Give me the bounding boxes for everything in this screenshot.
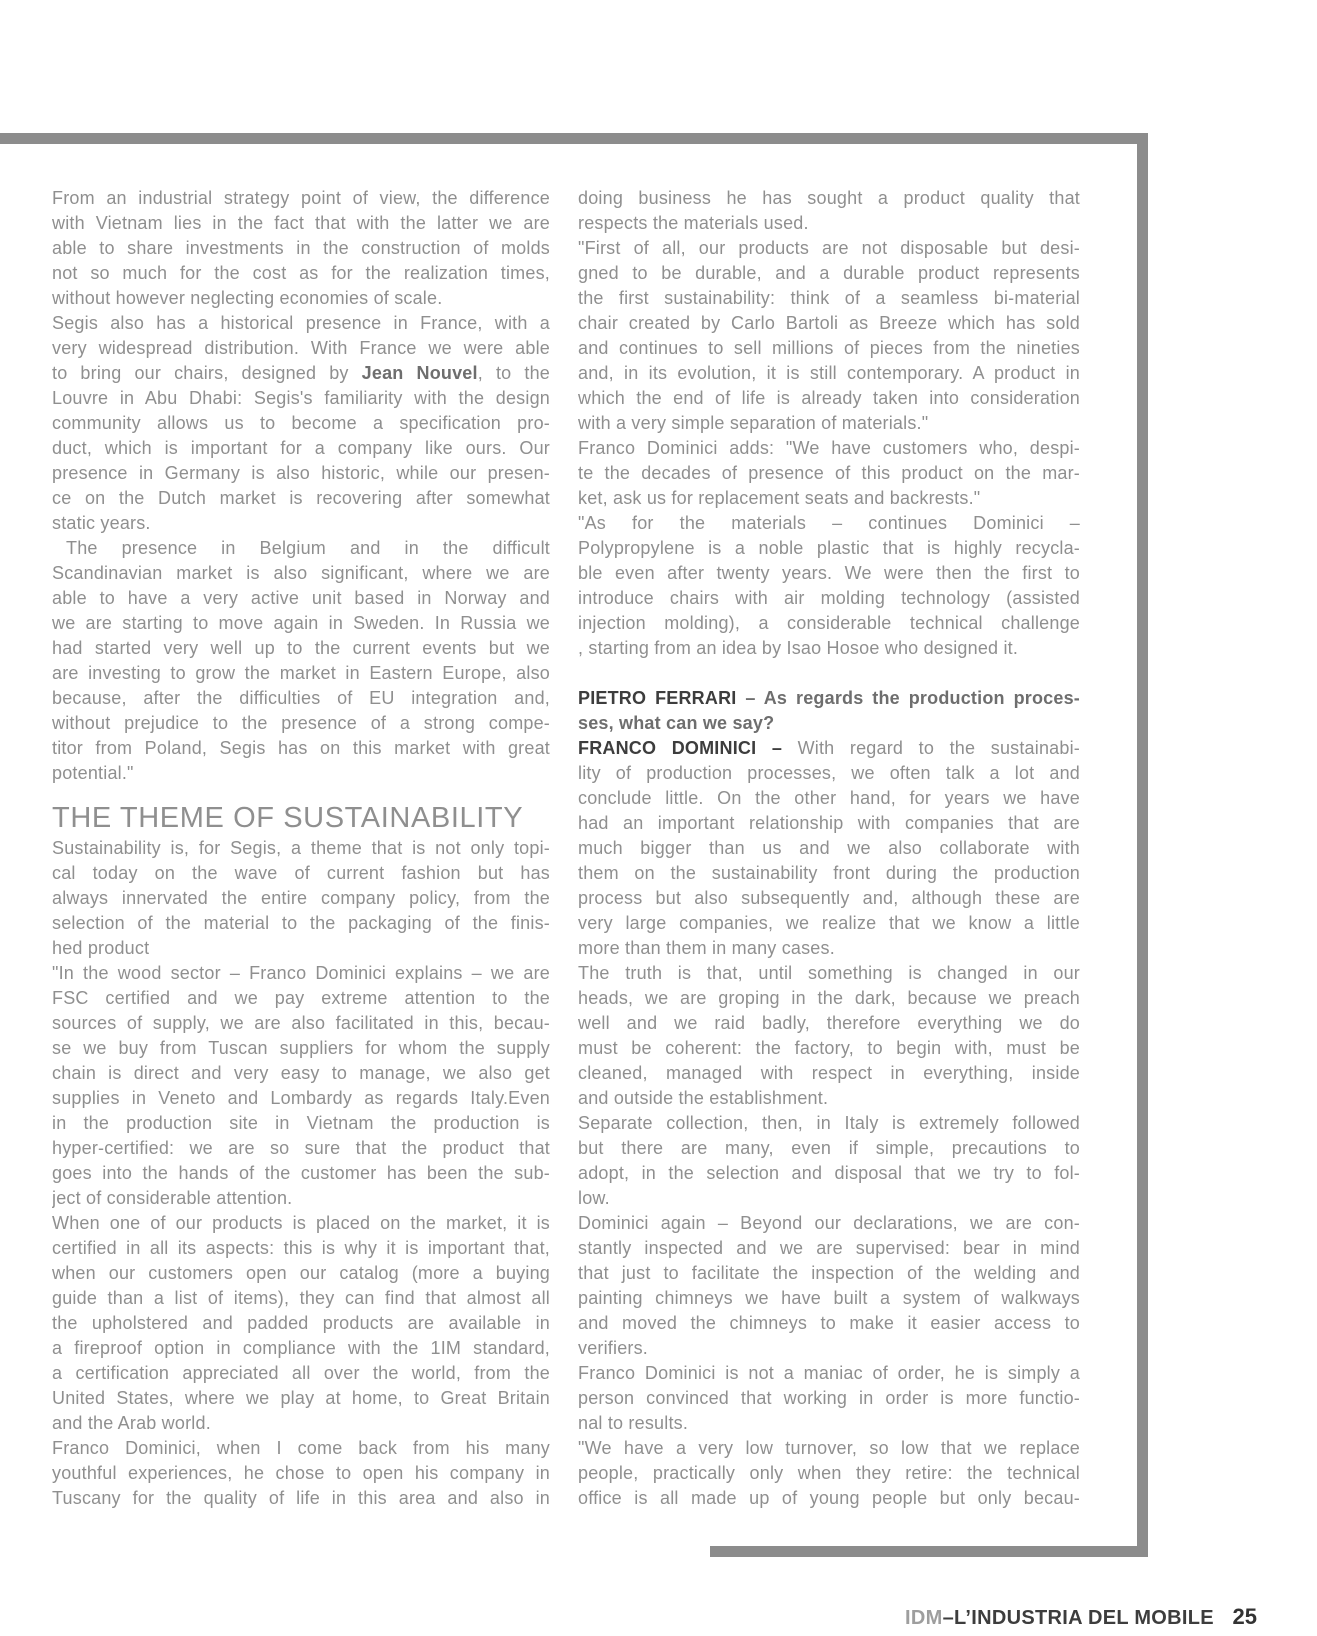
magazine-abbr: IDM (905, 1607, 943, 1629)
text-line: United States, where we play at home, to Great Britain (52, 1388, 550, 1408)
text-line: presence in Germany is also historic, while our presen- (52, 463, 550, 483)
text-line: not so much for the cost as for the realization times, (52, 263, 550, 283)
text-line: The truth is that, until something is changed in our (578, 963, 1080, 983)
text-line (578, 686, 1080, 711)
text-line: static years. (52, 513, 151, 533)
speaker-name: PIETRO FERRARI (578, 688, 737, 708)
text-line: verifiers. (578, 1338, 649, 1358)
text-line: able to share investments in the construction of molds (52, 238, 550, 258)
text-line: process but also subsequently and, although these are (578, 888, 1080, 908)
text-line: When one of our products is placed on the market, it is (52, 1213, 550, 1233)
text-line: From an industrial strategy point of view, the difference (52, 188, 550, 208)
text-line: The presence in Belgium and in the difficult (66, 538, 550, 558)
text-line: Franco Dominici is not a maniac of order, he is simply a (578, 1363, 1080, 1383)
text-line: selection of the material to the packaging of the finis- (52, 913, 550, 933)
text-line: cal today on the wave of current fashion but has (52, 863, 550, 883)
text-line (52, 361, 550, 386)
article-right-column (578, 186, 1080, 1511)
text-line: a fireproof option in compliance with the 1IM standard, (52, 1338, 550, 1358)
text-line: sources of supply, we are also facilitated in this, becau- (52, 1013, 550, 1033)
text-line: with Vietnam lies in the fact that with the latter we are (52, 213, 550, 233)
text-line: guide than a list of items), they can find that almost all (52, 1288, 550, 1308)
text-line: doing business he has sought a product quality that (578, 188, 1080, 208)
text-segment: Jean Nouvel (361, 363, 478, 383)
text-line: Louvre in Abu Dhabi: Segis's familiarity with the design (52, 388, 550, 408)
text-line (578, 711, 1080, 736)
text-line: low. (578, 1188, 610, 1208)
text-line: gned to be durable, and a durable product represents (578, 263, 1080, 283)
text-line: and the Arab world. (52, 1413, 211, 1433)
text-line: able to have a very active unit based in Norway and (52, 588, 550, 608)
text-line: ble even after twenty years. We were then the first to (578, 563, 1080, 583)
section-heading: THE THEME OF SUSTAINABILITY (52, 802, 524, 834)
text-line: Separate collection, then, in Italy is extremely followed (578, 1113, 1080, 1133)
text-line: people, practically only when they retire: the technical (578, 1463, 1080, 1483)
text-line: lity of production processes, we often talk a lot and (578, 763, 1080, 783)
text-line: in the production site in Vietnam the production is (52, 1113, 550, 1133)
text-line: which the end of life is already taken into consideration (578, 388, 1080, 408)
text-segment: – As regards the production proces- (736, 688, 1080, 708)
text-line: well and we raid badly, therefore everything we do (578, 1013, 1080, 1033)
text-line: "As for the materials – continues Dominici – (578, 513, 1080, 533)
text-line: with a very simple separation of materials." (578, 413, 929, 433)
page-footer (905, 1604, 1257, 1630)
text-line: ject of considerable attention. (52, 1188, 293, 1208)
text-line: without however neglecting economies of scale. (52, 288, 443, 308)
page-frame-bottom (710, 1546, 1148, 1557)
article-left-column (52, 186, 550, 1511)
text-line: FSC certified and we pay extreme attention to the (52, 988, 550, 1008)
magazine-name: –L’INDUSTRIA DEL MOBILE (942, 1607, 1214, 1629)
text-line: certified in all its aspects: this is why it is important that, (52, 1238, 550, 1258)
text-line: and, in its evolution, it is still contemporary. A product in (578, 363, 1080, 383)
text-line: person convinced that working in order is more functio- (578, 1388, 1080, 1408)
text-line: painting chimneys we have built a system of walkways (578, 1288, 1080, 1308)
page-frame-top (0, 133, 1148, 144)
text-line: heads, we are groping in the dark, because we preach (578, 988, 1080, 1008)
text-segment: With regard to the sustainabi- (797, 738, 1080, 758)
text-line: Franco Dominici, when I come back from his many (52, 1438, 550, 1458)
text-line: Tuscany for the quality of life in this area and also in (52, 1488, 550, 1508)
text-line: them on the sustainability front during the production (578, 863, 1080, 883)
text-line: are investing to grow the market in Eastern Europe, also (52, 663, 550, 683)
text-line: "In the wood sector – Franco Dominici explains – we are (52, 963, 550, 983)
text-line: when our customers open our catalog (more a buying (52, 1263, 550, 1283)
text-line: hyper-certified: we are so sure that the product that (52, 1138, 550, 1158)
text-line: introduce chairs with air molding technology (assisted (578, 588, 1080, 608)
text-line: cleaned, managed with respect in everything, inside (578, 1063, 1080, 1083)
text-line: ce on the Dutch market is recovering after somewhat (52, 488, 550, 508)
text-line: without prejudice to the presence of a strong compe- (52, 713, 550, 733)
speaker-name: FRANCO DOMINICI – (578, 738, 798, 758)
text-line: and continues to sell millions of pieces from the nineties (578, 338, 1080, 358)
text-line: chain is direct and very easy to manage, we also get (52, 1063, 550, 1083)
text-line: hed product (52, 938, 150, 958)
text-line: Sustainability is, for Segis, a theme that is not only topi- (52, 838, 550, 858)
text-line: had started very well up to the current events but we (52, 638, 550, 658)
magazine-title (905, 1607, 1214, 1630)
text-line: always innervated the entire company policy, from the (52, 888, 550, 908)
text-line: Polypropylene is a noble plastic that is highly recycla- (578, 538, 1080, 558)
text-segment: , to the (477, 363, 550, 383)
text-line: youthful experiences, he chose to open his company in (52, 1463, 550, 1483)
text-line: the first sustainability: think of a seamless bi-material (578, 288, 1080, 308)
text-line: Segis also has a historical presence in France, with a (52, 313, 550, 333)
text-line: we are starting to move again in Sweden. In Russia we (52, 613, 550, 633)
text-line (578, 736, 1080, 761)
blank-line (52, 786, 550, 800)
text-line: office is all made up of young people but only becau- (578, 1488, 1080, 1508)
text-line: Franco Dominici adds: "We have customers who, despi- (578, 438, 1080, 458)
text-line: stantly inspected and we are supervised: bear in mind (578, 1238, 1080, 1258)
text-segment: to bring our chairs, designed by (52, 363, 362, 383)
text-line: community allows us to become a specification pro- (52, 413, 550, 433)
text-line: te the decades of presence of this product on the mar- (578, 463, 1080, 483)
text-line: Dominici again – Beyond our declarations, we are con- (578, 1213, 1080, 1233)
text-line: chair created by Carlo Bartoli as Breeze which has sold (578, 313, 1080, 333)
text-line: and outside the establishment. (578, 1088, 829, 1108)
text-line: "We have a very low turnover, so low that we replace (578, 1438, 1080, 1458)
text-line: conclude little. On the other hand, for years we have (578, 788, 1080, 808)
text-line: adopt, in the selection and disposal that we try to fol- (578, 1163, 1080, 1183)
page-number: 25 (1232, 1604, 1257, 1629)
text-line: se we buy from Tuscan suppliers for whom the supply (52, 1038, 550, 1058)
text-line: had an important relationship with companies that are (578, 813, 1080, 833)
text-line: respects the materials used. (578, 213, 809, 233)
text-line: supplies in Veneto and Lombardy as regards Italy.Even (52, 1088, 550, 1108)
text-line: ket, ask us for replacement seats and backrests." (578, 488, 981, 508)
text-line: , starting from an idea by Isao Hosoe who designed it. (578, 638, 1019, 658)
text-line: nal to results. (578, 1413, 689, 1433)
text-line: the upholstered and padded products are available in (52, 1313, 550, 1333)
text-line: very widespread distribution. With France we were able (52, 338, 550, 358)
text-line: must be coherent: the factory, to begin with, must be (578, 1038, 1080, 1058)
text-line: very large companies, we realize that we know a little (578, 913, 1080, 933)
text-line: a certification appreciated all over the world, from the (52, 1363, 550, 1383)
text-line: much bigger than us and we also collaborate with (578, 838, 1080, 858)
text-line: injection molding), a considerable technical challenge (578, 613, 1080, 633)
text-line: more than them in many cases. (578, 938, 835, 958)
text-line: but there are many, even if simple, precautions to (578, 1138, 1080, 1158)
text-line: that just to facilitate the inspection of the welding and (578, 1263, 1080, 1283)
text-line: Scandinavian market is also significant, where we are (52, 563, 550, 583)
text-segment: ses, what can we say? (578, 713, 775, 733)
text-line: "First of all, our products are not disposable but desi- (578, 238, 1080, 258)
blank-line (578, 661, 1080, 686)
text-line: and moved the chimneys to make it easier access to (578, 1313, 1080, 1333)
text-line: because, after the difficulties of EU integration and, (52, 688, 550, 708)
page-frame-right (1137, 133, 1148, 1557)
text-line: potential." (52, 763, 134, 783)
text-line: duct, which is important for a company like ours. Our (52, 438, 550, 458)
text-line: goes into the hands of the customer has been the sub- (52, 1163, 550, 1183)
text-line: titor from Poland, Segis has on this market with great (52, 738, 550, 758)
